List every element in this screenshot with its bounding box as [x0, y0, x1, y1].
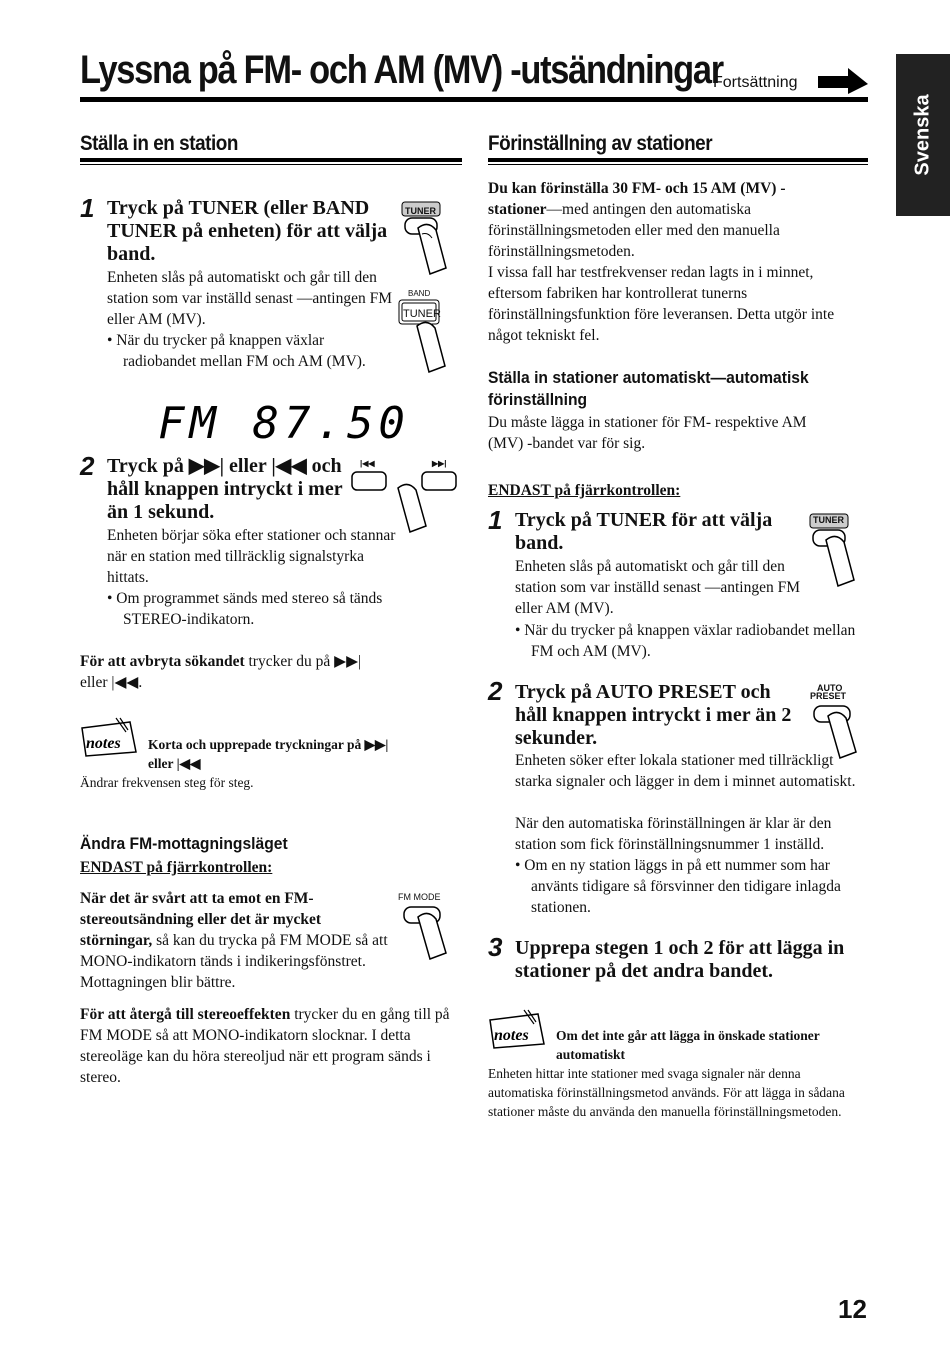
lcd-display: FM 87.50 [158, 398, 410, 449]
step-number: 2 [80, 451, 95, 481]
step-heading: Tryck på ▶▶| eller |◀◀ och håll knappen intryckt i mer än 1 sekund. [107, 455, 343, 523]
step-body: Enheten söker efter lokala stationer med tillräckligt starka signaler och lägger in dem i minnet automatiskt. [515, 752, 856, 790]
svg-text:notes: notes [494, 1027, 529, 1044]
note-title: Om det inte går att lägga in önskade stationer automatiskt [556, 1028, 820, 1062]
section-rule [488, 158, 868, 162]
step-body: Enheten slås på automatiskt och går till den station som var inställd senast —antingen FM eller AM (MV). [107, 269, 393, 328]
step-bullet: • När du trycker på knappen växlar radiobandet mellan FM och AM (MV). [515, 622, 856, 660]
fm-mode-button-icon [400, 905, 460, 980]
band-tuner-label: TUNER [403, 308, 441, 320]
step-number: 2 [488, 676, 503, 706]
step-heading: Upprepa stegen 1 och 2 för att lägga in stationer på det andra bandet. [515, 937, 845, 982]
auto-preset-title: Ställa in stationer automatiskt—automatisk förinställning [488, 368, 809, 409]
note-title: Korta och upprepade tryckningar på ▶▶| eller |◀◀ [148, 737, 389, 771]
step-heading: Tryck på TUNER för att välja band. [515, 509, 773, 554]
fm-mode-text: När det är svårt att ta emot en FM-stereoutsändning eller det är mycket störningar, så kan du trycka på FM MODE så att MONO-indikatorn tänds i indikeringsfönstret. Mottagningen blir bättre. [80, 890, 388, 991]
fm-mode-title: Ändra FM-mottagningsläget [80, 834, 288, 853]
cancel-search-text: För att avbryta sökandet trycker du på ▶▶| eller |◀◀. [80, 653, 362, 691]
step-body-2: När den automatiska förinställningen är klar är den station som fick förinställningsnummer 1 inställd. [515, 815, 832, 853]
remote-only-label: ENDAST på fjärrkontrollen: [80, 859, 273, 876]
section-rule-thin [80, 164, 462, 165]
svg-text:notes: notes [86, 735, 121, 752]
fm-stereo-return-text: För att återgå till stereoeffekten trycker du en gång till på FM MODE så att MONO-indikatorn slocknar. I detta stereoläge kan du höra stereoljud när ett program sänds i stereo. [80, 1006, 450, 1086]
section-title-tune: Ställa in en station [80, 132, 238, 155]
section-rule [80, 158, 462, 162]
header-rule [80, 97, 868, 102]
notes-icon [488, 1010, 550, 1055]
note-body: Ändrar frekvensen steg för steg. [80, 775, 254, 790]
preset-label: PRESET [810, 691, 847, 701]
continue-arrow-icon [818, 66, 868, 99]
page-title: Lyssna på FM- och AM (MV) -utsändningar [80, 48, 723, 92]
step-heading: Tryck på AUTO PRESET och håll knappen intryckt i mer än 2 sekunder. [515, 681, 792, 749]
step-number: 1 [80, 193, 95, 223]
page-number: 12 [838, 1294, 867, 1324]
auto-preset-body: Du måste lägga in stationer för FM- respektive AM (MV) -bandet var för sig. [488, 414, 807, 452]
step-heading: Tryck på TUNER (eller BAND TUNER på enheten) för att välja band. [107, 197, 388, 265]
notes-icon [80, 718, 142, 763]
section-rule-thin [488, 164, 868, 165]
page-title-continued: Fortsättning [713, 74, 798, 91]
next-label: ▶▶| [432, 459, 447, 468]
preset-intro-2: I vissa fall har testfrekvenser redan lagts in i minnet, eftersom fabriken har kontrollerat tunerns förinställningsfunktion före leveransen. Detta utgör inte något tekniskt fel. [488, 264, 835, 344]
step-bullet: • Om programmet sänds med stereo så tänds STEREO-indikatorn. [107, 590, 383, 628]
language-tab: Svenska [896, 54, 950, 216]
remote-only-label: ENDAST på fjärrkontrollen: [488, 482, 681, 499]
tuner-label: TUNER [405, 206, 436, 216]
preset-intro: Du kan förinställa 30 FM- och 15 AM (MV) -stationer—med antingen den automatiska förinställningsmetoden eller med den manuella förinställningsmetoden. [488, 180, 786, 260]
auto-preset-button-icon [810, 704, 870, 779]
step-body: Enheten slås på automatiskt och går till den station som var inställd senast —antingen FM eller AM (MV). [515, 558, 801, 617]
band-label: BAND [408, 289, 431, 298]
prev-label: |◀◀ [360, 459, 375, 468]
fm-mode-label: FM MODE [398, 892, 441, 902]
note-body: Enheten hittar inte stationer med svaga signaler när denna automatiska förinställningsmetod används. För att lägga in sådana stationer måste du använda den manuella förinställningsmetoden. [488, 1066, 845, 1119]
skip-buttons-icon [350, 470, 470, 545]
step-body: Enheten börjar söka efter stationer och stannar när en station med tillräcklig signalstyrka hittats. [107, 527, 396, 586]
tuner-label: TUNER [813, 515, 844, 525]
step-bullet: • Om en ny station läggs in på ett nummer som har använts tidigare så försvinner den tidigare inlagda stationen. [515, 857, 841, 916]
step-bullet: • När du trycker på knappen växlar radiobandet mellan FM och AM (MV). [107, 332, 366, 370]
section-title-preset: Förinställning av stationer [488, 132, 713, 155]
step-number: 1 [488, 505, 503, 535]
step-number: 3 [488, 932, 503, 962]
auto-label: AUTO [817, 683, 843, 693]
